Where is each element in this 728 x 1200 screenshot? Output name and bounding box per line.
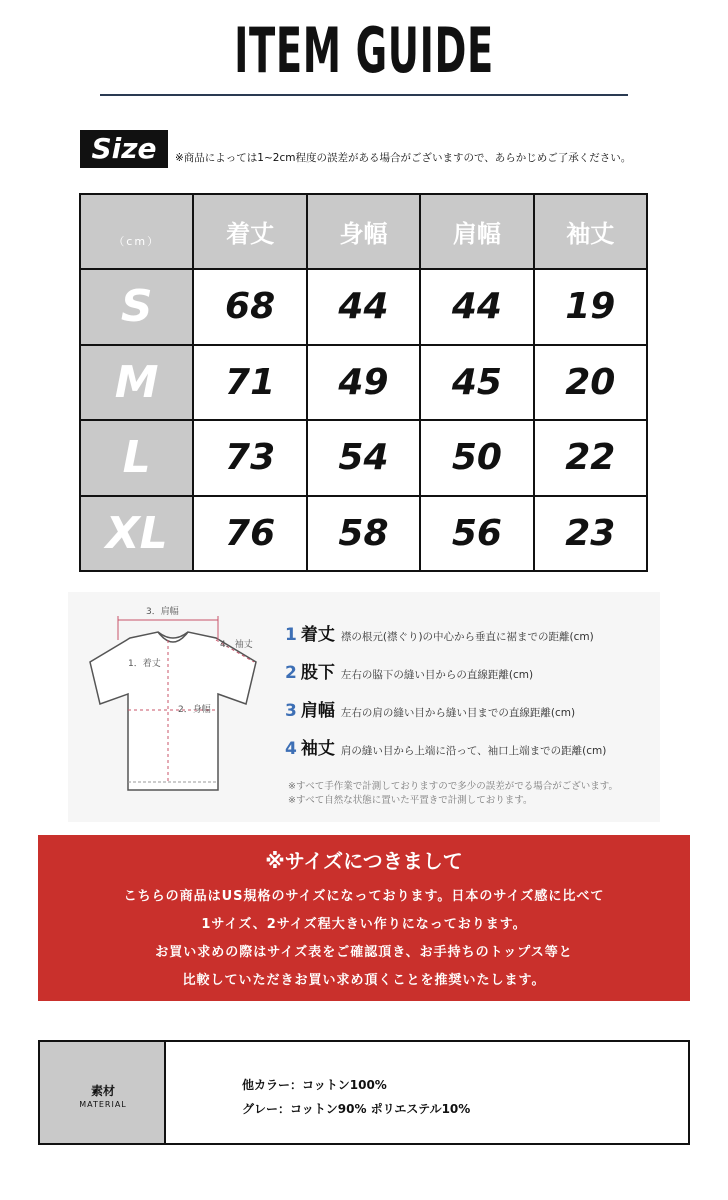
- measure-name: 股下: [300, 663, 335, 683]
- column-header-length: 着丈: [193, 194, 306, 269]
- size-disclaimer: ※商品によっては1~2cm程度の誤差がある場合がございますので、あらかじめご了承ください。: [175, 152, 632, 164]
- measure-number: 1: [285, 625, 297, 645]
- notice-title: ※サイズにつきまして: [265, 849, 463, 873]
- table-cell: 45: [420, 345, 533, 421]
- measure-name: 着丈: [300, 625, 335, 645]
- notice-line: 比較していただきお買い求め頂くことを推奨いたします。: [182, 973, 546, 988]
- material-table: [38, 1040, 690, 1145]
- measure-description: 左右の脇下の縫い目からの直線距離(cm): [340, 669, 534, 681]
- table-row: [80, 269, 647, 345]
- unit-header: （cm）: [80, 194, 193, 269]
- sleeve-diagram-label: 4．袖丈: [220, 640, 253, 650]
- size-table: [79, 193, 648, 572]
- measurement-guide: [68, 592, 660, 822]
- material-label: 素材: [90, 1084, 115, 1098]
- size-section-tag: Size: [80, 130, 168, 168]
- size-label: M: [80, 345, 193, 421]
- table-cell: 73: [193, 420, 306, 496]
- shoulder-diagram-label: 3．肩幅: [146, 607, 179, 617]
- table-cell: 22: [534, 420, 647, 496]
- table-cell: 54: [307, 420, 420, 496]
- table-cell: 56: [420, 496, 533, 572]
- tshirt-outline: [90, 632, 256, 790]
- measure-description: 肩の縫い目から上端に沿って、袖口上端までの距離(cm): [340, 745, 607, 757]
- size-notice-banner: [38, 835, 690, 1001]
- material-label-en: MATERIAL: [79, 1100, 127, 1109]
- column-header-shoulder: 肩幅: [420, 194, 533, 269]
- table-cell: 44: [420, 269, 533, 345]
- table-cell: 58: [307, 496, 420, 572]
- title-divider: [100, 94, 628, 96]
- measure-item-inseam: [285, 658, 533, 683]
- table-cell: 19: [534, 269, 647, 345]
- material-line: 他カラー：コットン100%: [242, 1078, 387, 1092]
- table-cell: 23: [534, 496, 647, 572]
- measure-description: 左右の肩の縫い目から縫い目までの直線距離(cm): [340, 707, 576, 719]
- size-label: L: [80, 420, 193, 496]
- tshirt-diagram-icon: [68, 592, 278, 822]
- notice-line: こちらの商品はUS規格のサイズになっております。日本のサイズ感に比べて: [123, 889, 605, 904]
- table-cell: 50: [420, 420, 533, 496]
- length-diagram-label: 1．着丈: [128, 659, 161, 669]
- size-table-header-row: [80, 194, 647, 269]
- measure-name: 肩幅: [300, 701, 335, 721]
- table-row: [80, 496, 647, 572]
- size-label: S: [80, 269, 193, 345]
- measure-name: 袖丈: [300, 739, 335, 759]
- material-label-cell: [40, 1042, 166, 1143]
- measure-number: 3: [285, 701, 297, 721]
- table-cell: 71: [193, 345, 306, 421]
- table-cell: 76: [193, 496, 306, 572]
- table-cell: 68: [193, 269, 306, 345]
- table-row: [80, 420, 647, 496]
- column-header-width: 身幅: [307, 194, 420, 269]
- table-cell: 44: [307, 269, 420, 345]
- measure-description: 襟の根元(襟ぐり)の中心から垂直に裾までの距離(cm): [340, 631, 594, 643]
- notice-line: お買い求めの際はサイズ表をご確認頂き、お手持ちのトップス等と: [155, 945, 573, 960]
- page-title: ITEM GUIDE: [234, 14, 494, 87]
- table-cell: 49: [307, 345, 420, 421]
- measure-number: 2: [285, 663, 297, 683]
- notice-line: 1サイズ、2サイズ程大きい作りになっております。: [201, 917, 527, 932]
- measure-item-length: [285, 620, 594, 645]
- guide-note: ※すべて手作業で計測しておりますので多少の誤差がでる場合がございます。: [288, 781, 619, 792]
- column-header-sleeve: 袖丈: [534, 194, 647, 269]
- guide-note: ※すべて自然な状態に置いた平置きで計測しております。: [288, 795, 533, 806]
- measure-item-sleeve: [285, 734, 606, 759]
- measure-item-shoulder: [285, 696, 575, 721]
- width-diagram-label: 2．身幅: [178, 705, 211, 715]
- measure-number: 4: [285, 739, 297, 759]
- table-cell: 20: [534, 345, 647, 421]
- table-row: [80, 345, 647, 421]
- size-label: XL: [80, 496, 193, 572]
- material-line: グレー：コットン90% ポリエステル10%: [242, 1102, 471, 1116]
